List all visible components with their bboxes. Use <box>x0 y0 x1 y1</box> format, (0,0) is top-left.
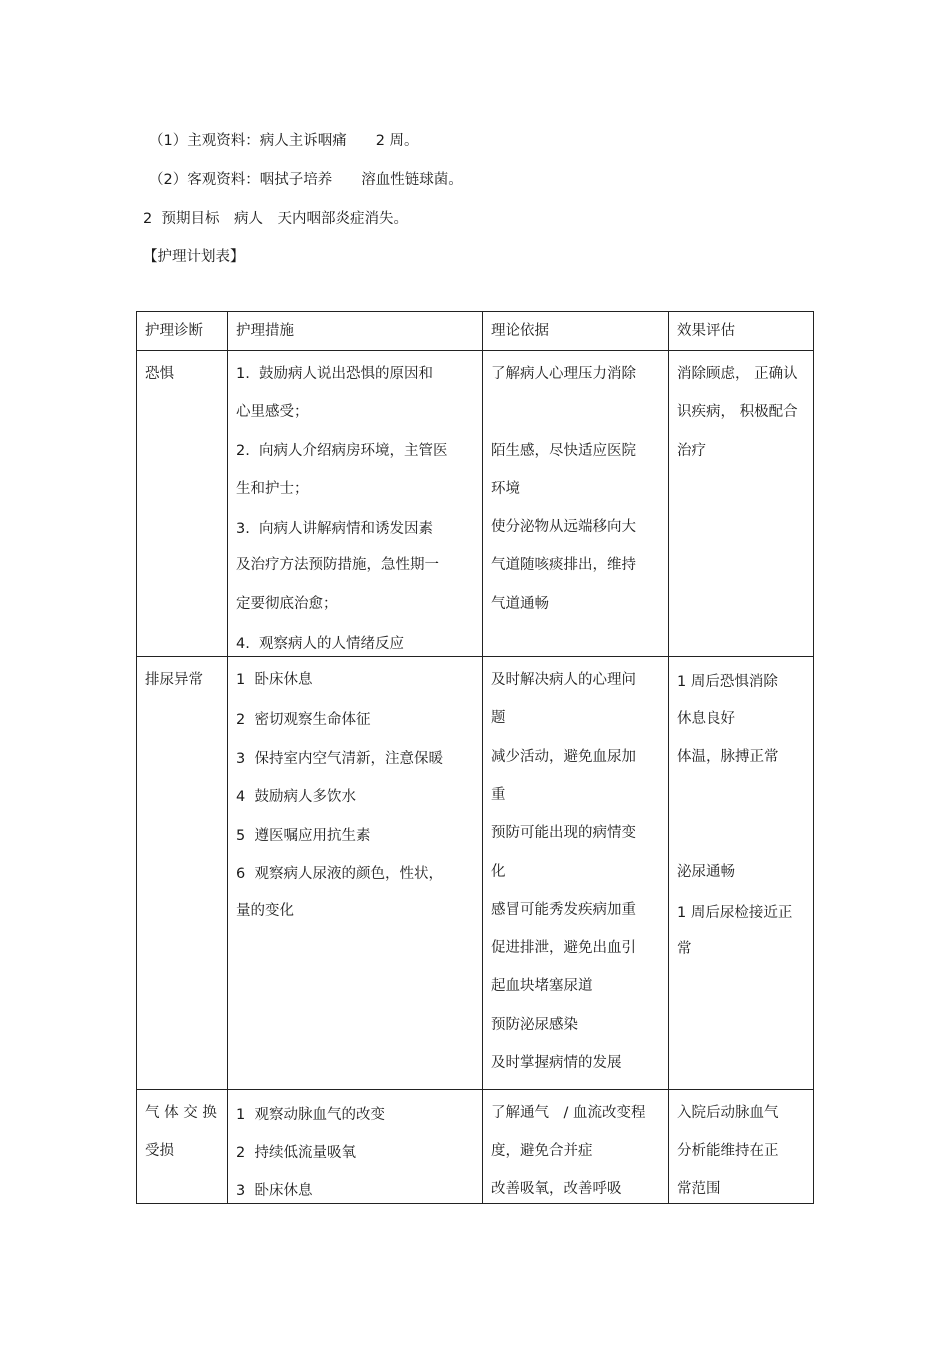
cell-line: 陌生感，尽快适应医院 <box>491 443 636 459</box>
cell-line: 使分泌物从远端移向大 <box>491 519 636 535</box>
cell-line: 量的变化 <box>236 903 294 919</box>
basis-cell <box>483 1090 669 1204</box>
cell-line: 减少活动，避免血尿加 <box>491 749 636 765</box>
diagnosis-cell <box>137 657 228 1090</box>
measures-cell <box>228 351 483 657</box>
cell-line: 重 <box>491 787 506 803</box>
cell-line: 感冒可能秀发疾病加重 <box>491 902 636 918</box>
cell-line: 了解病人心理压力消除 <box>491 366 636 382</box>
cell-line: 及治疗方法预防措施，急性期一 <box>236 557 439 573</box>
cell-line: 受损 <box>145 1143 174 1159</box>
cell-line: 6 观察病人尿液的颜色，性状， <box>236 866 443 882</box>
cell-line: 体温，脉搏正常 <box>677 749 779 765</box>
cell-line: 5 遵医嘱应用抗生素 <box>236 828 371 844</box>
cell-line: 化 <box>491 864 506 880</box>
care-plan-table <box>136 311 814 1204</box>
cell-line: 度，避免合并症 <box>491 1143 593 1159</box>
evaluation-cell <box>669 657 814 1090</box>
cell-line: 1 卧床休息 <box>236 672 313 688</box>
basis-cell <box>483 657 669 1090</box>
cell-line: 1. 鼓励病人说出恐惧的原因和 <box>236 366 434 382</box>
cell-line: 气道通畅 <box>491 596 549 612</box>
header-measures: 护理措施 <box>228 312 483 351</box>
evaluation-cell <box>669 1090 814 1204</box>
measures-cell <box>228 657 483 1090</box>
cell-line: 预防泌尿感染 <box>491 1017 578 1033</box>
cell-line: 2 密切观察生命体征 <box>236 712 371 728</box>
basis-cell <box>483 351 669 657</box>
cell-line: 气道随咳痰排出，维持 <box>491 557 636 573</box>
header-diagnosis: 护理诊断 <box>137 312 228 351</box>
cell-line: 2. 向病人介绍病房环境，主管医 <box>236 443 448 459</box>
cell-line: 常 <box>677 941 692 957</box>
cell-line: 心里感受； <box>236 404 309 420</box>
cell-line: 定要彻底治愈； <box>236 596 338 612</box>
measures-cell <box>228 1090 483 1204</box>
cell-line: 题 <box>491 710 506 726</box>
cell-line: 4 鼓励病人多饮水 <box>236 789 356 805</box>
cell-line: 2 持续低流量吸氧 <box>236 1145 356 1161</box>
cell-line: 治疗 <box>677 443 706 459</box>
cell-line: 起血块堵塞尿道 <box>491 978 593 994</box>
cell-line: 及时解决病人的心理问 <box>491 672 636 688</box>
cell-line: 4. 观察病人的人情绪反应 <box>236 636 405 652</box>
cell-line: 1 周后尿检接近正 <box>677 905 793 921</box>
cell-line: 分析能维持在正 <box>677 1143 779 1159</box>
header-evaluation: 效果评估 <box>669 312 814 351</box>
cell-line: 入院后动脉血气 <box>677 1105 779 1121</box>
cell-line: 排尿异常 <box>145 672 203 688</box>
cell-line: 休息良好 <box>677 711 735 727</box>
cell-line: 识疾病， 积极配合 <box>677 404 798 420</box>
cell-line: 3 卧床休息 <box>236 1183 313 1199</box>
diagnosis-cell <box>137 1090 228 1204</box>
evaluation-cell <box>669 351 814 657</box>
cell-line: 生和护士； <box>236 481 309 497</box>
header-basis: 理论依据 <box>483 312 669 351</box>
cell-line: 消除顾虑， 正确认 <box>677 366 798 382</box>
cell-line: 3. 向病人讲解病情和诱发因素 <box>236 521 434 537</box>
cell-line: 3 保持室内空气清新，注意保暖 <box>236 751 443 767</box>
table-row <box>137 1090 814 1204</box>
cell-line: 预防可能出现的病情变 <box>491 825 636 841</box>
cell-line: 1 周后恐惧消除 <box>677 674 778 690</box>
expected-goal-line: 2 预期目标 病人 天内咽部炎症消失。 <box>143 211 408 227</box>
table-row <box>137 351 814 657</box>
table-header-row <box>137 312 814 351</box>
cell-line: 了解通气 / 血流改变程 <box>491 1105 646 1121</box>
cell-line: 恐惧 <box>145 366 174 382</box>
objective-data-line: （2）客观资料：咽拭子培养 溶血性链球菌。 <box>149 172 463 188</box>
cell-line: 改善吸氧，改善呼吸 <box>491 1181 622 1197</box>
cell-line: 泌尿通畅 <box>677 864 735 880</box>
cell-line: 气 体 交 换 <box>145 1105 217 1121</box>
care-plan-heading: 【护理计划表】 <box>143 249 245 265</box>
table-row <box>137 657 814 1090</box>
subjective-data-line: （1）主观资料：病人主诉咽痛 2 周。 <box>149 133 419 149</box>
cell-line: 环境 <box>491 481 520 497</box>
cell-line: 常范围 <box>677 1181 721 1197</box>
cell-line: 促进排泄，避免出血引 <box>491 940 636 956</box>
cell-line: 及时掌握病情的发展 <box>491 1055 622 1071</box>
diagnosis-cell <box>137 351 228 657</box>
cell-line: 1 观察动脉血气的改变 <box>236 1107 385 1123</box>
